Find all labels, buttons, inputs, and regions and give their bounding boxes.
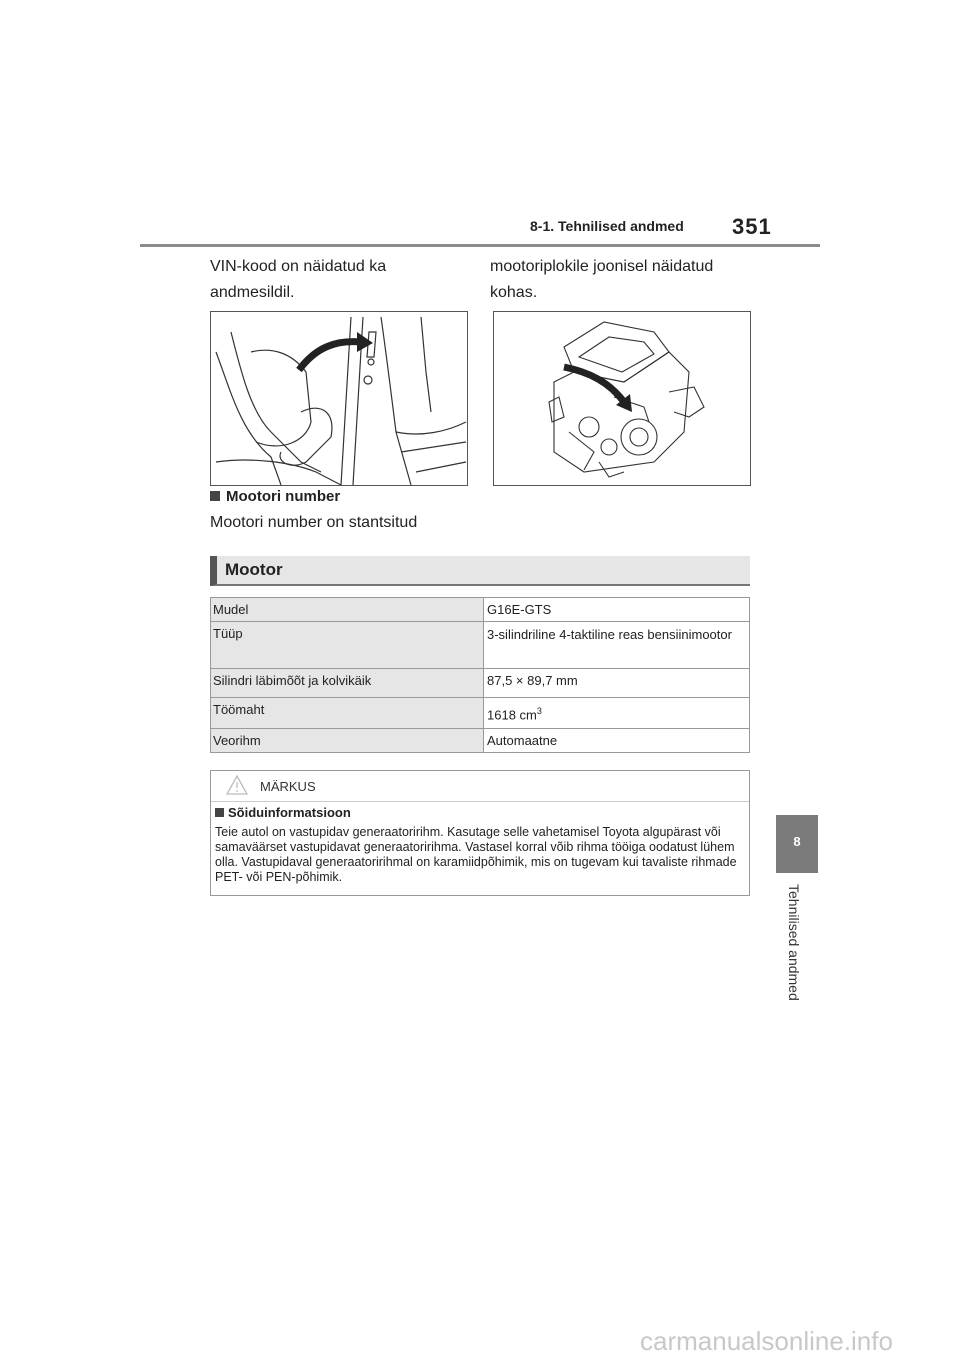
notice-body: Teie autol on vastupidav generaatoririhm. Kasutage selle vahetamisel Toyota algupärast või samaväärset vastupidavat generaatoririhma. Vastasel korral võib rihma tööiga oodatust lühem olla. Vastupidaval generaatoririhmal on karamiidpõhimik, mis on tugevam kui tavaliste rihmade PET- või PEN-põhimik. bbox=[215, 825, 737, 884]
engine-number-heading-text: Mootori number bbox=[226, 488, 341, 505]
watermark: carmanualsonline.info bbox=[640, 1326, 893, 1356]
vin-plate-illustration bbox=[210, 311, 468, 486]
displacement-unit-exponent: 3 bbox=[536, 706, 542, 716]
spec-value bbox=[484, 698, 750, 729]
engine-number-heading bbox=[210, 488, 340, 505]
mootor-title: Mootor bbox=[225, 560, 283, 579]
page-number: 351 bbox=[732, 214, 772, 239]
door-pillar-drawing bbox=[211, 312, 467, 485]
spec-value: G16E-GTS bbox=[484, 598, 750, 622]
engine-illustration bbox=[493, 311, 751, 486]
table-row bbox=[211, 729, 750, 753]
table-row bbox=[211, 622, 750, 669]
bullet-square-icon bbox=[210, 491, 220, 501]
chapter-tab[interactable] bbox=[776, 815, 818, 873]
chapter-tab-number: 8 bbox=[793, 834, 801, 849]
bullet-square-icon bbox=[215, 808, 224, 817]
section-title: 8-1. Tehnilised andmed bbox=[530, 218, 684, 234]
spec-value: Automaatne bbox=[484, 729, 750, 753]
notice-subheading-text: Sõiduinformatsioon bbox=[228, 805, 351, 820]
engine-location-text: mootoriplokile joonisel näidatud kohas. bbox=[490, 258, 714, 301]
spec-label: Silindri läbimõõt ja kolvikäik bbox=[211, 669, 484, 698]
spec-value: 3-silindriline 4-taktiline reas bensiinimootor bbox=[484, 622, 750, 669]
engine-spec-table bbox=[210, 597, 750, 753]
notice-subheading bbox=[215, 805, 351, 820]
spec-label: Töömaht bbox=[211, 698, 484, 729]
notice-header bbox=[211, 771, 749, 802]
spec-value: 87,5 × 89,7 mm bbox=[484, 669, 750, 698]
spec-label: Tüüp bbox=[211, 622, 484, 669]
table-row bbox=[211, 698, 750, 729]
displacement-value: 1618 cm bbox=[487, 707, 537, 723]
table-row bbox=[211, 669, 750, 698]
vin-note-text: VIN-kood on näidatud ka andmesildil. bbox=[210, 258, 387, 301]
engine-number-text: Mootori number on stantsitud bbox=[210, 514, 418, 531]
warning-triangle-icon bbox=[226, 775, 248, 795]
spec-label: Veorihm bbox=[211, 729, 484, 753]
notice-title: MÄRKUS bbox=[260, 779, 316, 794]
mootor-section-header bbox=[210, 556, 750, 586]
chapter-side-label: Tehnilised andmed bbox=[786, 884, 802, 1001]
notice-box bbox=[210, 770, 750, 896]
engine-drawing bbox=[494, 312, 750, 485]
spec-label: Mudel bbox=[211, 598, 484, 622]
table-row bbox=[211, 598, 750, 622]
header-divider bbox=[140, 244, 820, 247]
